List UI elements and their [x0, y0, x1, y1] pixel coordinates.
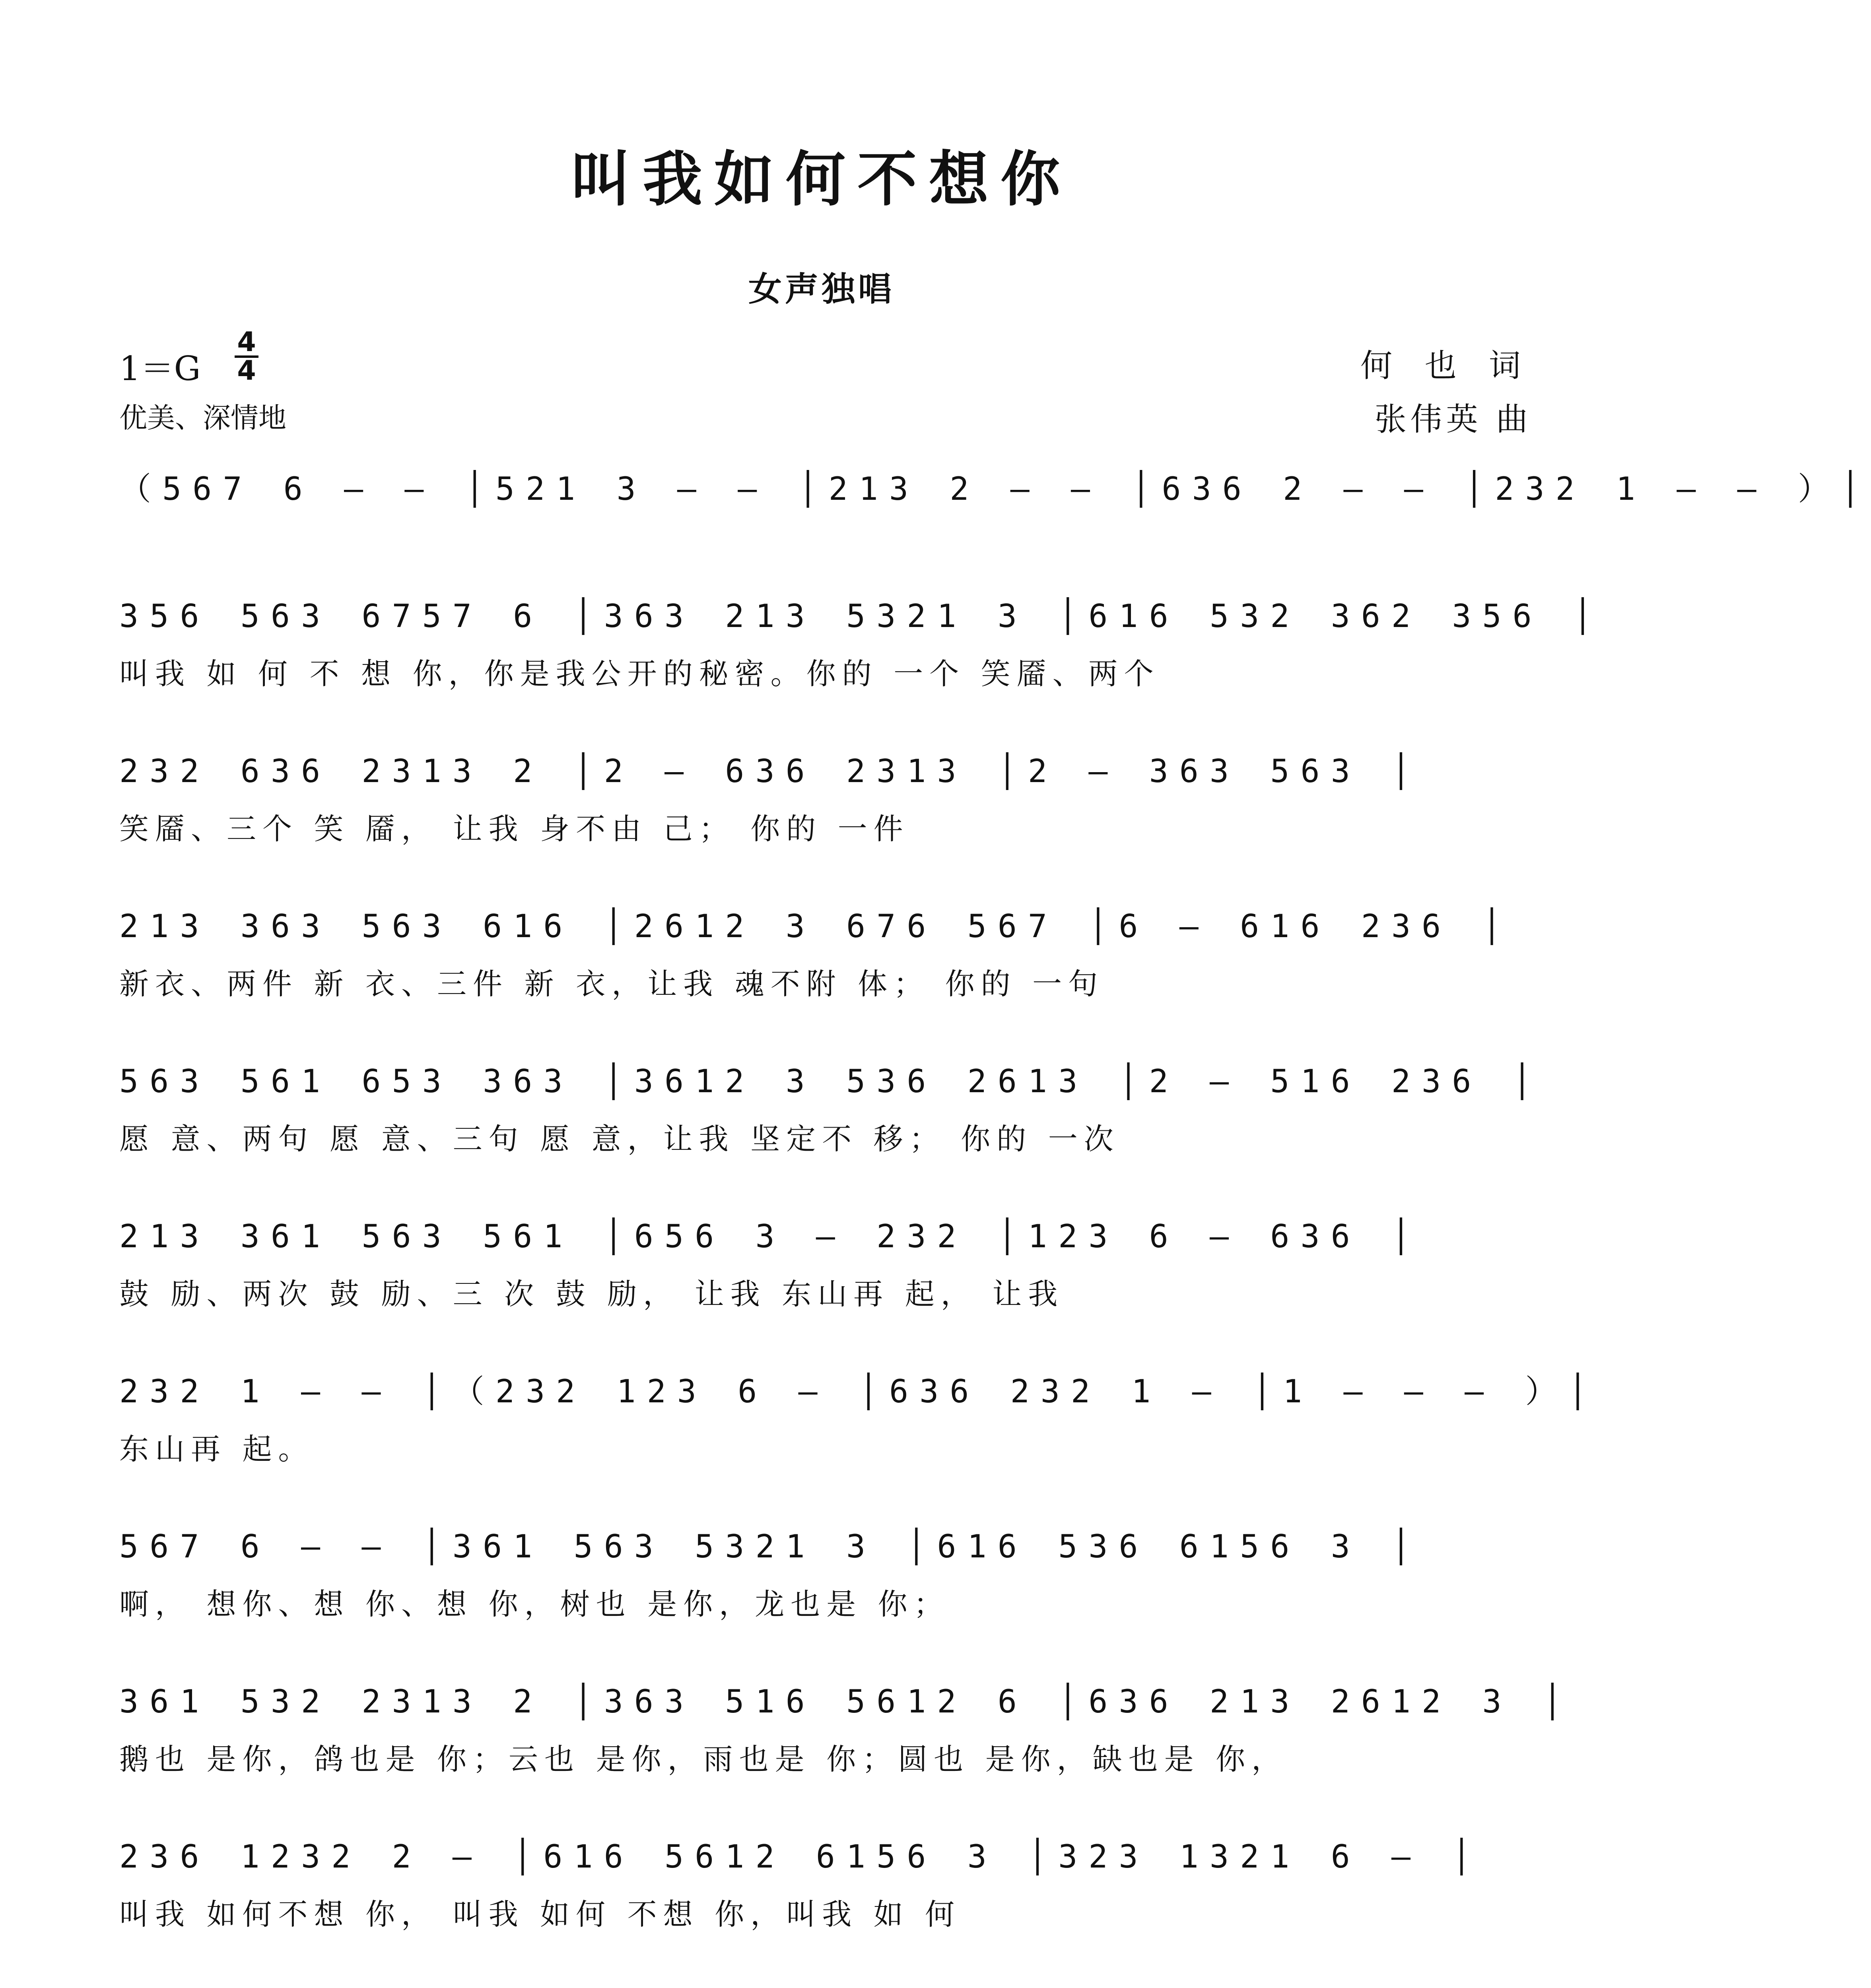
- notation-line: 232 1 — — │（232 123 6 — │636 232 1 — │1 — — — ）│: [119, 1373, 1599, 1410]
- tempo-marking: 优美、深情地: [119, 402, 286, 434]
- time-signature-bottom: 4: [237, 355, 256, 386]
- notation-line: 356 563 6757 6 │363 213 5321 3 │616 532 362 356 │: [119, 598, 1604, 635]
- lyricist-credit: 何 也 词: [1360, 347, 1532, 384]
- key-signature: 1＝G: [119, 349, 201, 388]
- lyrics-line: 叫我 如 何 不 想 你，你是我公开的秘密。你的 一个 笑靥、两个: [119, 657, 1160, 691]
- score-row: [119, 1368, 1599, 1487]
- notation-line: （567 6 — — │521 3 — — │213 2 — — │636 2 — — │232 1 — — ）│: [119, 470, 1871, 507]
- score-row: [119, 1833, 1535, 1952]
- lyrics-line: 愿 意、两句 愿 意、三句 愿 意，让我 坚定不 移； 你的 一次: [119, 1122, 1120, 1156]
- song-title: 叫我如何不想你: [571, 144, 1072, 214]
- score-row: [119, 747, 1535, 867]
- lyrics-line: 笑靥、三个 笑 靥， 让我 身不由 己； 你的 一件: [119, 812, 909, 846]
- score-row: [119, 465, 1871, 584]
- notation-line: 236 1232 2 — │616 5612 6156 3 │323 1321 6 — │: [119, 1838, 1482, 1875]
- score-row: [119, 1058, 1543, 1177]
- notation-line: 567 6 — — │361 563 5321 3 │616 536 6156 3 │: [119, 1528, 1422, 1565]
- score-row: [119, 1523, 1535, 1642]
- score-row: [119, 592, 1604, 712]
- composer-credit: 张伟英 曲: [1374, 401, 1532, 438]
- lyrics-line: 新衣、两件 新 衣、三件 新 衣，让我 魂不附 体； 你的 一句: [119, 967, 1104, 1001]
- notation-line: 361 532 2313 2 │363 516 5612 6 │636 213 2612 3 │: [119, 1683, 1573, 1720]
- lyrics-line: 东山再 起。: [119, 1432, 314, 1466]
- time-signature: [235, 326, 258, 386]
- song-subtitle: 女声独唱: [748, 270, 895, 309]
- score-row: [119, 1678, 1573, 1797]
- score-row: [119, 1213, 1535, 1332]
- notation-line: 563 561 653 363 │3612 3 536 2613 │2 — 516 236 │: [119, 1063, 1543, 1100]
- lyrics-line: 啊， 想你、想 你、想 你，树也 是你，龙也是 你；: [119, 1587, 950, 1621]
- notation-line: 213 361 563 561 │656 3 — 232 │123 6 — 636 │: [119, 1218, 1422, 1255]
- lyrics-line: 鼓 励、两次 鼓 励、三 次 鼓 励， 让我 东山再 起， 让我: [119, 1277, 1064, 1311]
- notation-line: 232 636 2313 2 │2 — 636 2313 │2 — 363 563 │: [119, 753, 1422, 790]
- notation-line: 213 363 563 616 │2612 3 676 567 │6 — 616 236 │: [119, 908, 1513, 945]
- lyrics-line: 鹅也 是你，鸽也是 你；云也 是你，雨也是 你；圆也 是你，缺也是 你，: [119, 1742, 1288, 1776]
- lyrics-line: 叫我 如何不想 你， 叫我 如何 不想 你，叫我 如 何: [119, 1897, 961, 1932]
- score-row: [119, 903, 1535, 1022]
- time-signature-top: 4: [237, 326, 256, 358]
